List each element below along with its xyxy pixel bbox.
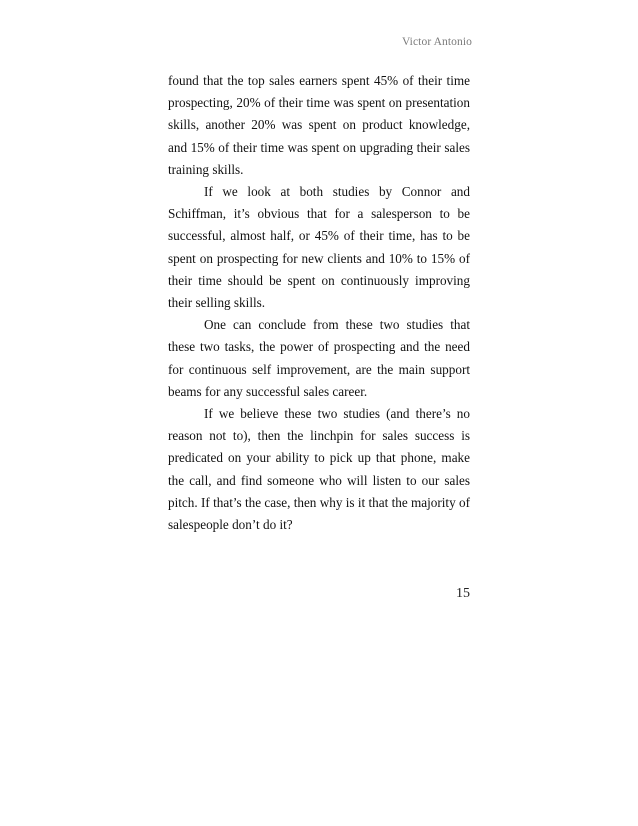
paragraph: If we look at both studies by Connor and Schiffman, it’s obvious that for a salesperson to be successful, almost half, or 45% of their time, has to be spent on prospecting for new clients and 10% to 15% of their time should be spent on continuously improving their selling skills.	[168, 184, 470, 311]
paragraph: If we believe these two studies (and there’s no reason not to), then the linchpin for sales success is predicated on your ability to pick up that phone, make the call, and find someone who will listen to our sales pitch. If that’s the case, then why is it that the majority of salespeople don’t do it?	[168, 406, 470, 533]
body-text	[168, 70, 470, 536]
page-number: 15	[456, 586, 470, 601]
running-header-author: Victor Antonio	[401, 36, 472, 48]
paragraph: One can conclude from these two studies that these two tasks, the power of prospecting and the need for continuous self improvement, are the main support beams for any successful sales career.	[168, 317, 470, 399]
paragraph-continued: found that the top sales earners spent 45% of their time prospecting, 20% of their time was spent on presentation skills, another 20% was spent on product knowledge, and 15% of their time was spent on upgrading their sales training skills.	[168, 73, 470, 177]
